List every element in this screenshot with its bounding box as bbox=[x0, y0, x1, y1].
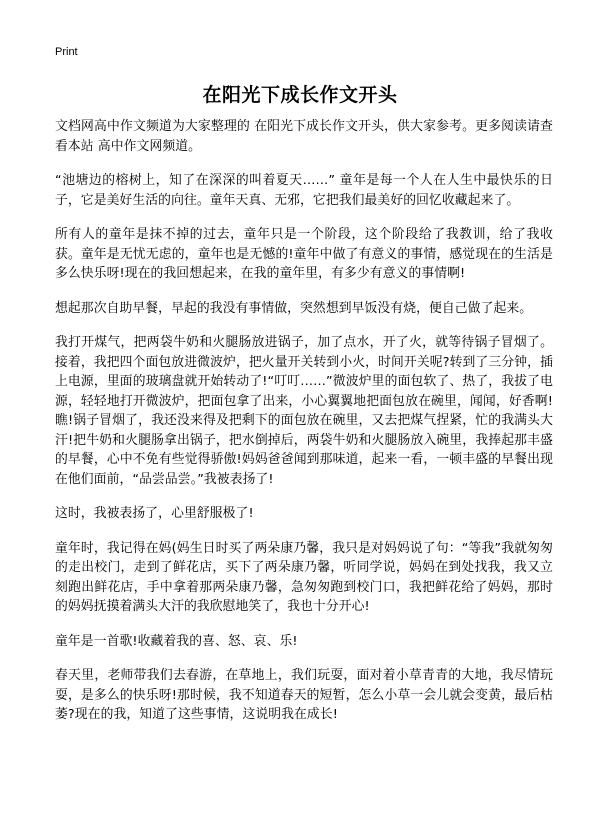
article-paragraph: 想起那次自助早餐，早起的我没有事情做，突然想到早饭没有烧，便自己做了起来。 bbox=[55, 300, 533, 316]
article-paragraph: “池塘边的榕树上，知了在深深的叫着夏天……” 童年是每一个人在人生中最快乐的日子，它是美好生活的向往。童年天真、无邪，它把我们最美好的回忆收藏起来了。 bbox=[55, 173, 553, 208]
page-title: 在阳光下成长作文开头 bbox=[202, 84, 398, 106]
article-paragraph: 我打开煤气，把两袋牛奶和火腿肠放进锅子，加了点水，开了火，就等待锅子冒烟了。接着，我把四个面包放进微波炉，把火量开关转到小火，时间开关呢?转到了三分钟，插上电源，里面的玻璃盘就开始转动了!“叮叮……”微波炉里的面包软了、热了，我拔了电源，轻轻地打开微波炉，把面包拿了出来，小心翼翼地把面包放在碗里，闻闻，好香啊!瞧!锅子冒烟了，我还没来得及把剩下的面包放在碗里，又去把煤气捏紧，忙的我满头大汗!把牛奶和火腿肠拿出锅子，把水倒掉后，两袋牛奶和火腿肠放入碗里，我捧起那丰盛的早餐，心中不免有些觉得骄傲!妈妈爸爸闻到那味道，起来一看，一顿丰盛的早餐出现在他们面前，“品尝品尝。”我被表扬了! bbox=[55, 335, 553, 487]
print-link[interactable]: Print bbox=[55, 46, 78, 58]
article-paragraph: 春天里，老师带我们去春游，在草地上，我们玩耍，面对着小草青青的大地，我尽情玩耍，是多么的快乐呀!那时候，我不知道春天的短暂，怎么小草一会儿就会变黄，最后枯萎?现在的我，知道了这些事情，这说明我在成长! bbox=[55, 668, 553, 722]
article-paragraph: 文档网高中作文频道为大家整理的 在阳光下成长作文开头，供大家参考。更多阅读请查看本站 高中作文网频道。 bbox=[55, 119, 553, 154]
article-paragraph: 所有人的童年是抹不掉的过去，童年只是一个阶段，这个阶段给了我教训，给了我收获。童年是无忧无虑的，童年也是无憾的!童年中做了有意义的事情，感觉现在的生活是多么快乐呀!现在的我回想起来，在我的童年里，有多少有意义的事情啊! bbox=[55, 227, 553, 281]
article-paragraph: 童年时，我记得在妈(妈生日时买了两朵康乃馨，我只是对妈妈说了句：“等我”我就匆匆的走出校门，走到了鲜花店，买下了两朵康乃馨，听同学说，妈妈在到处找我，我又立刻跑出鲜花店，手中拿着那两朵康乃馨，急匆匆跑到校门口，我把鲜花给了妈妈，那时的妈妈抚摸着满头大汗的我欣慰地笑了，我也十分开心! bbox=[55, 540, 553, 614]
article-body bbox=[55, 117, 553, 740]
article-paragraph: 童年是一首歌!收藏着我的喜、怒、哀、乐! bbox=[55, 633, 298, 649]
article-paragraph: 这时，我被表扬了，心里舒服极了! bbox=[55, 506, 254, 521]
